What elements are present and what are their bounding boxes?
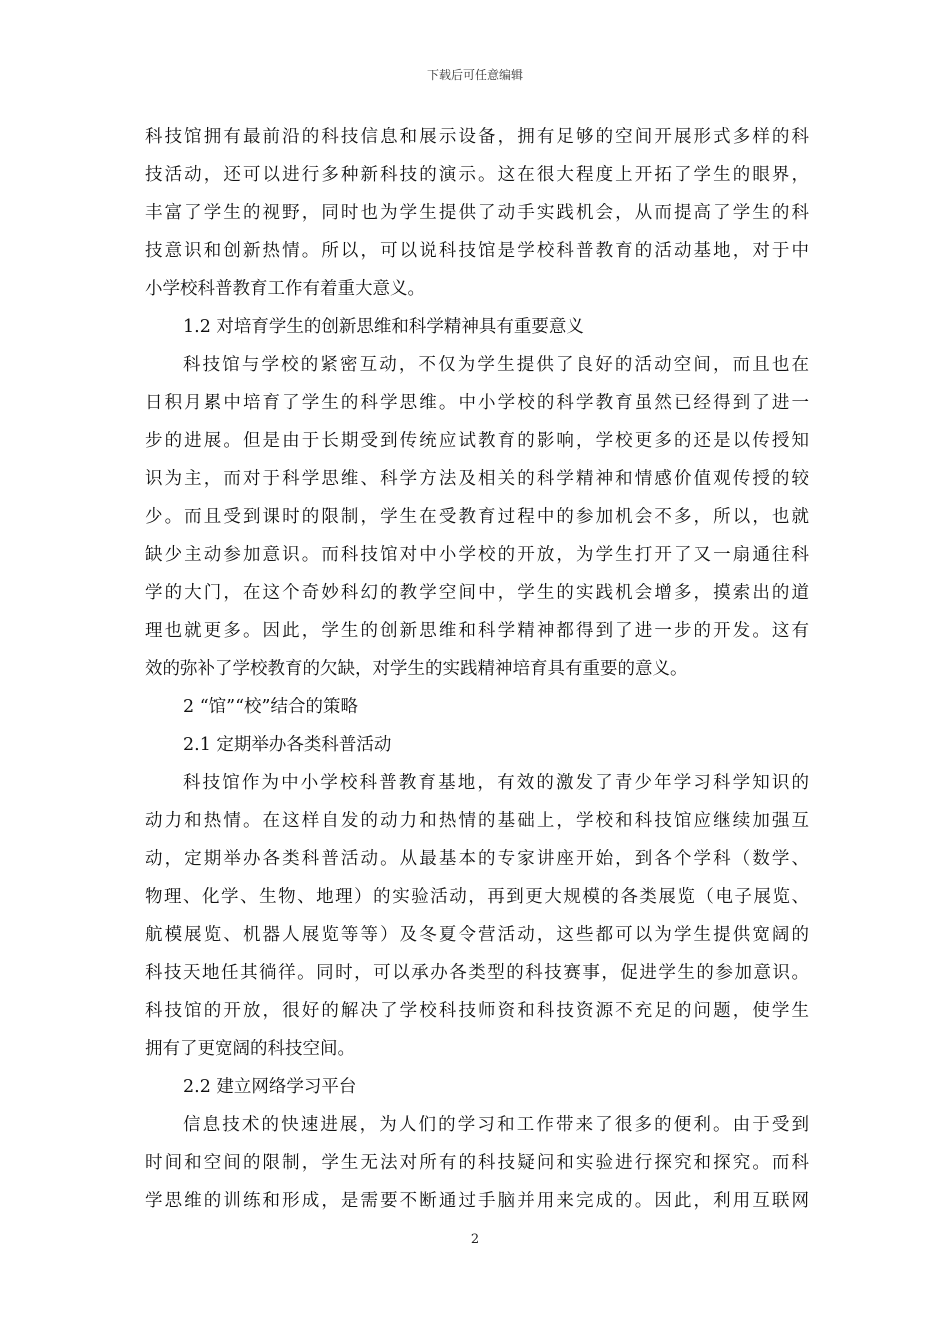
text-line: 科技馆作为中小学校科普教育基地，有效的激发了青少年学习科学知识的	[183, 773, 809, 793]
text-line: 科技馆拥有最前沿的科技信息和展示设备，拥有足够的空间开展形式多样的科	[145, 127, 809, 147]
text-line: 时间和空间的限制，学生无法对所有的科技疑问和实验进行探究和探究。而科	[145, 1153, 809, 1173]
page-number: 2	[470, 1232, 480, 1247]
text-line: 科技馆的开放，很好的解决了学校科技师资和科技资源不充足的问题，使学生	[145, 1001, 809, 1021]
text-line: 科技馆与学校的紧密互动，不仅为学生提供了良好的活动空间，而且也在	[183, 355, 809, 375]
text-line: 拥有了更宽阔的科技空间。	[145, 1039, 355, 1059]
text-line: 技活动，还可以进行多种新科技的演示。这在很大程度上开拓了学生的眼界，	[145, 165, 809, 185]
text-line: 2.1 定期举办各类科普活动	[183, 735, 392, 755]
text-line: 效的弥补了学校教育的欠缺，对学生的实践精神培育具有重要的意义。	[145, 659, 688, 679]
text-line: 2 “馆”“校”结合的策略	[183, 697, 358, 717]
text-line: 缺少主动参加意识。而科技馆对中小学校的开放，为学生打开了又一扇通往科	[145, 545, 809, 565]
text-line: 学思维的训练和形成，是需要不断通过手脑并用来完成的。因此，利用互联网	[145, 1191, 809, 1211]
text-line: 航模展览、机器人展览等等）及冬夏令营活动，这些都可以为学生提供宽阔的	[145, 925, 809, 945]
text-line: 识为主，而对于科学思维、科学方法及相关的科学精神和情感价值观传授的较	[145, 469, 809, 489]
text-line: 科技天地任其徜徉。同时，可以承办各类型的科技赛事，促进学生的参加意识。	[145, 963, 809, 983]
text-line: 小学校科普教育工作有着重大意义。	[145, 279, 425, 299]
text-line: 日积月累中培育了学生的科学思维。中小学校的科学教育虽然已经得到了进一	[145, 393, 809, 413]
text-line: 动力和热情。在这样自发的动力和热情的基础上，学校和科技馆应继续加强互	[145, 811, 809, 831]
text-line: 学的大门，在这个奇妙科幻的教学空间中，学生的实践机会增多，摸索出的道	[145, 583, 809, 603]
text-line: 步的进展。但是由于长期受到传统应试教育的影响，学校更多的还是以传授知	[145, 431, 809, 451]
text-line: 技意识和创新热情。所以，可以说科技馆是学校科普教育的活动基地，对于中	[145, 241, 809, 261]
text-line: 动，定期举办各类科普活动。从最基本的专家讲座开始，到各个学科（数学、	[145, 849, 809, 869]
text-line: 信息技术的快速进展，为人们的学习和工作带来了很多的便利。由于受到	[183, 1115, 809, 1135]
text-line: 2.2 建立网络学习平台	[183, 1077, 357, 1097]
text-line: 丰富了学生的视野，同时也为学生提供了动手实践机会，从而提高了学生的科	[145, 203, 809, 223]
document-body	[145, 118, 809, 1220]
text-line: 少。而且受到课时的限制，学生在受教育过程中的参加机会不多，所以，也就	[145, 507, 809, 527]
text-line: 物理、化学、生物、地理）的实验活动，再到更大规模的各类展览（电子展览、	[145, 887, 809, 907]
text-line: 理也就更多。因此，学生的创新思维和科学精神都得到了进一步的开发。这有	[145, 621, 809, 641]
text-line: 1.2 对培育学生的创新思维和科学精神具有重要意义	[183, 317, 584, 337]
page-header: 下载后可任意编辑	[426, 68, 523, 82]
